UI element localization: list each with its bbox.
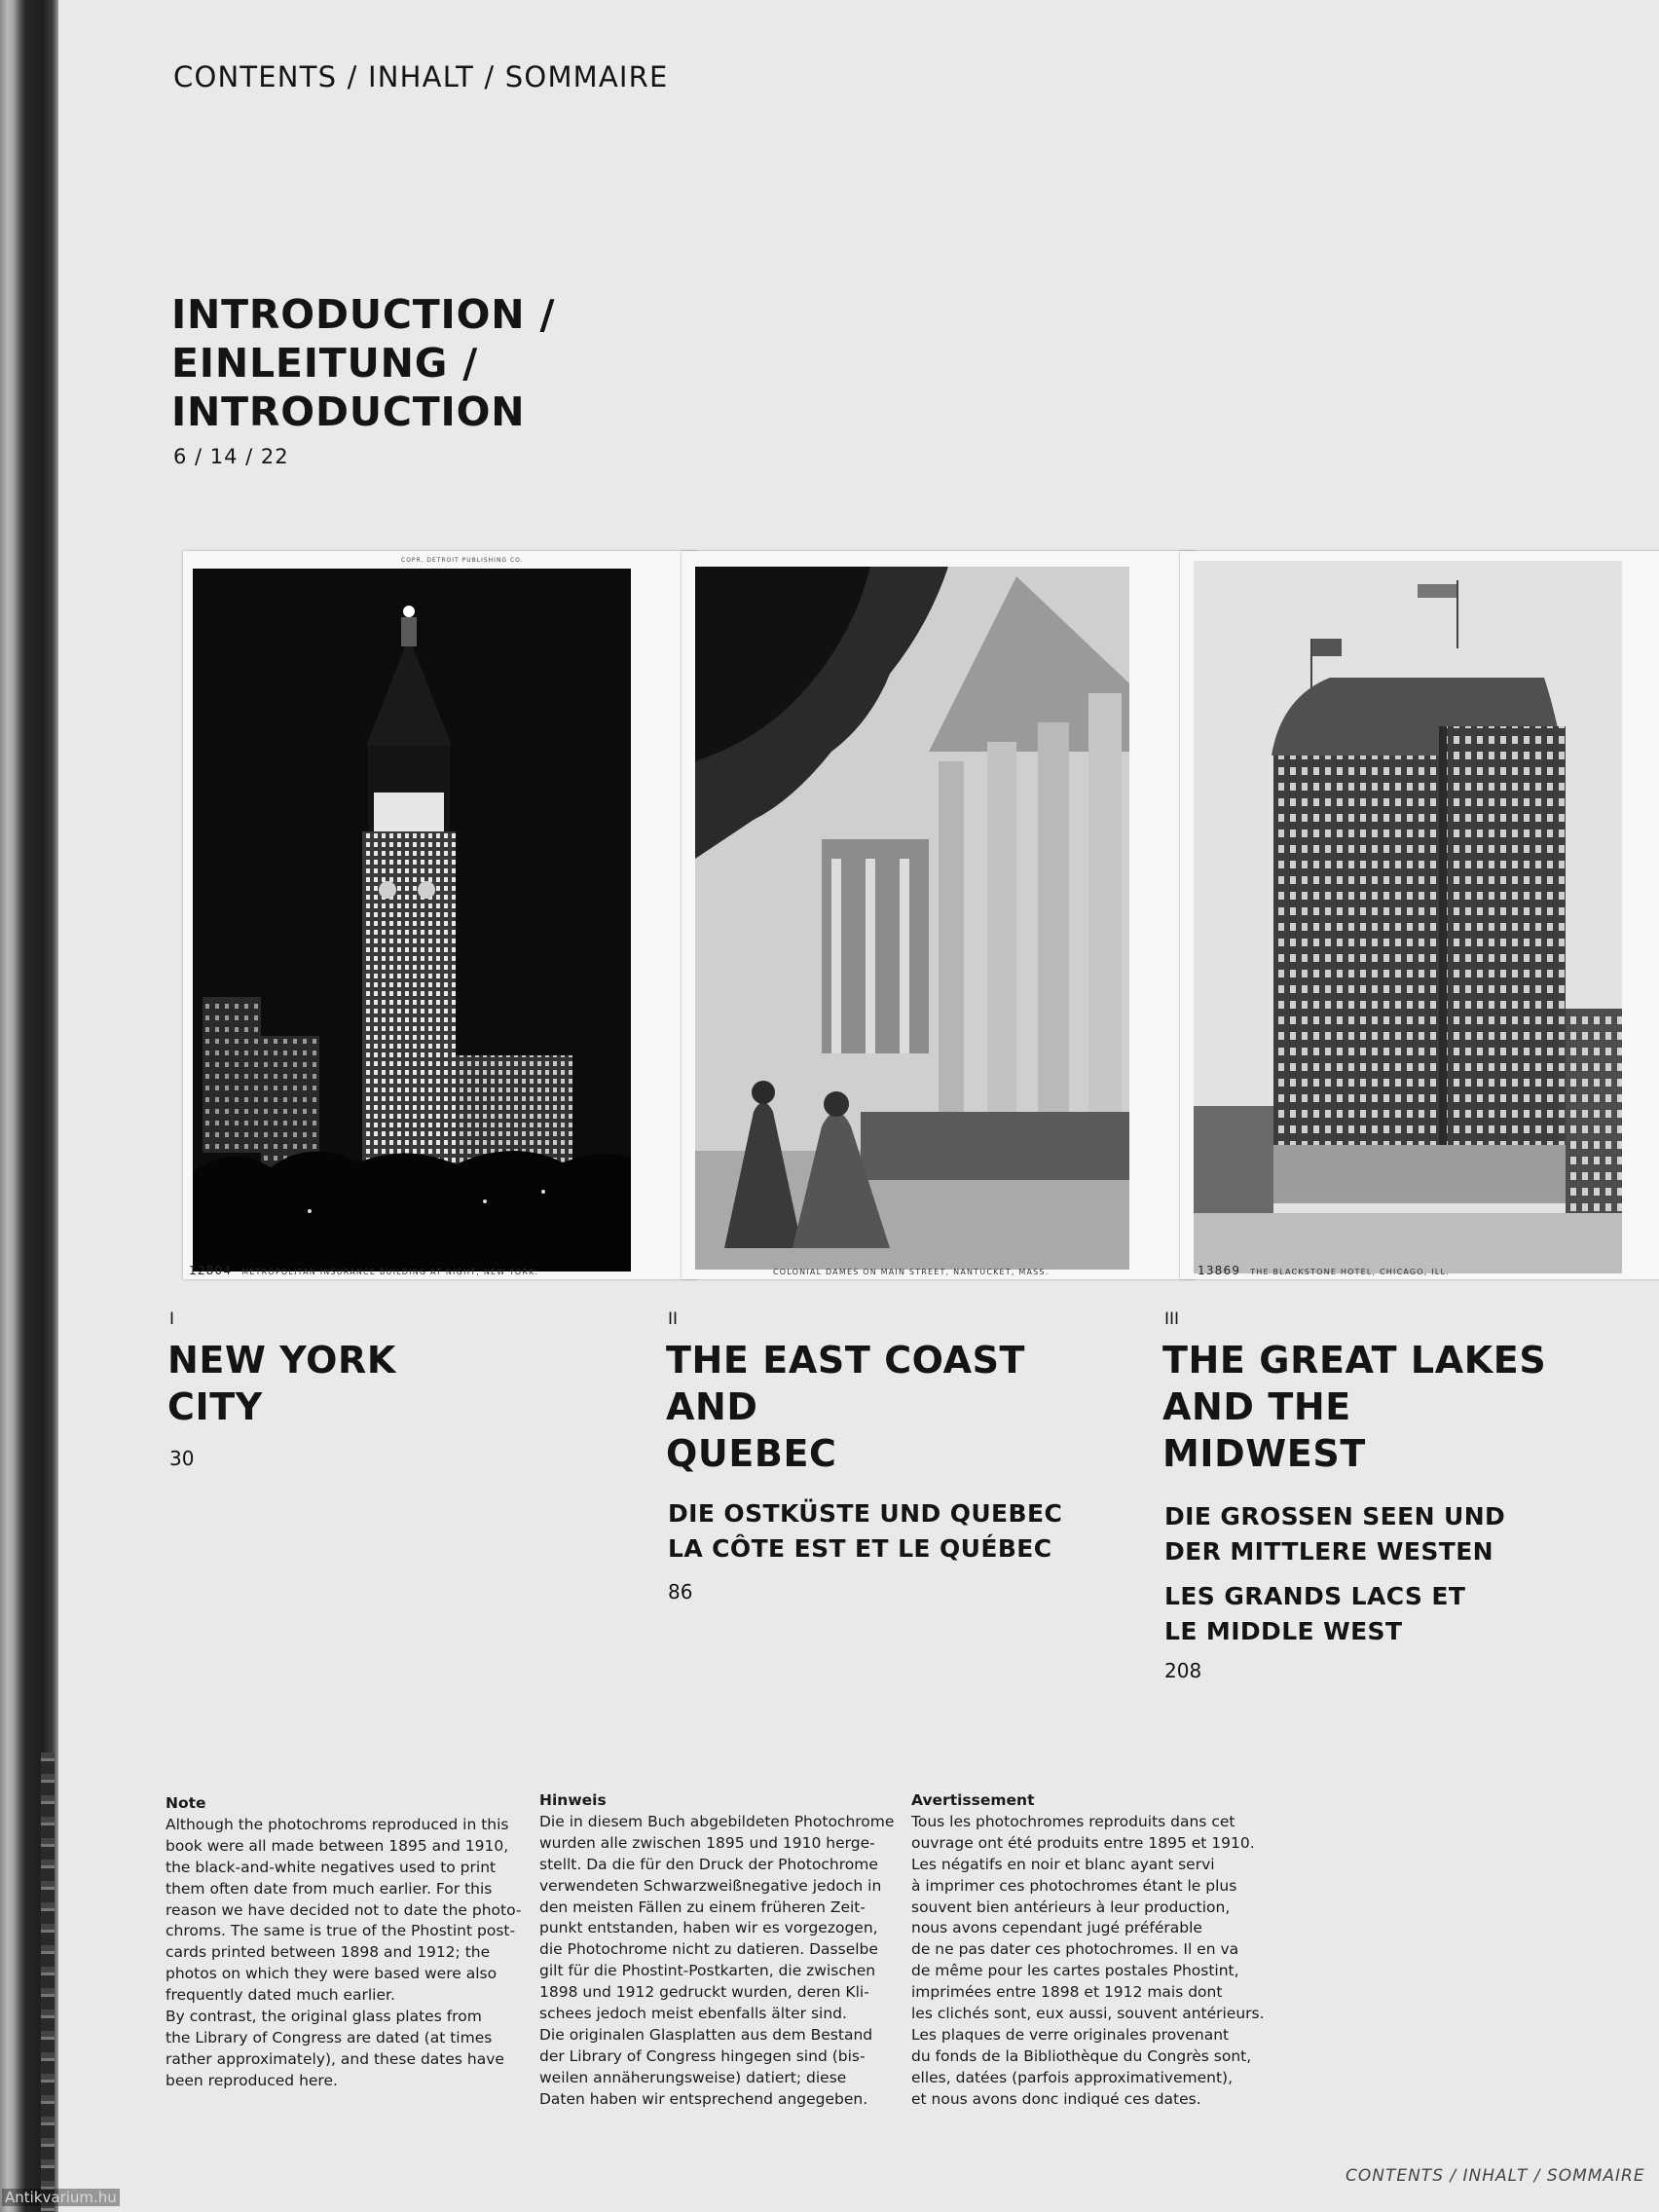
chapter-subtitle-line: DIE GROSSEN SEEN UND <box>1164 1502 1506 1530</box>
chapter-numeral: I <box>169 1309 175 1329</box>
note-line: der Library of Congress hingegen sind (bis- <box>539 2046 866 2065</box>
chapter-title-line: AND THE <box>1162 1385 1351 1428</box>
note-line: de même pour les cartes postales Phostint, <box>911 1962 1239 1980</box>
chapter-page-number: 208 <box>1164 1659 1202 1682</box>
postcard-photo-metropolitan-tower <box>193 569 631 1272</box>
note-line: the black-and-white negatives used to print <box>166 1858 497 1876</box>
note-heading: Hinweis <box>539 1791 607 1809</box>
note-line: Daten haben wir entsprechend angegeben. <box>539 2089 868 2108</box>
chapter-title-great-lakes <box>1162 1337 1546 1477</box>
chapter-page-number: 30 <box>169 1447 195 1470</box>
note-line: die Photochrome nicht zu datieren. Dasselbe <box>539 1940 878 1959</box>
note-line: souvent bien antérieurs à leur production, <box>911 1898 1231 1916</box>
chapter-title-east-coast <box>666 1337 1025 1477</box>
chapter-subtitle <box>1164 1579 1465 1649</box>
postcard-caption-text: METROPOLITAN INSURANCE BUILDING AT NIGHT, NEW YORK. <box>241 1268 539 1276</box>
note-line: Les négatifs en noir et blanc ayant servi <box>911 1855 1215 1873</box>
book-page <box>58 0 1659 2212</box>
introduction-title <box>171 290 555 436</box>
note-line: By contrast, the original glass plates from <box>166 2008 482 2026</box>
note-line: 1898 und 1912 gedruckt wurden, deren Kli- <box>539 1983 869 2002</box>
note-line: verwendeten Schwarzweißnegative jedoch in <box>539 1876 882 1895</box>
note-line: Die in diesem Buch abgebildeten Photochrome <box>539 1812 895 1830</box>
note-line: cards printed between 1898 and 1912; the <box>166 1943 491 1962</box>
postcard-great-lakes <box>1180 551 1659 1279</box>
postcard-caption <box>189 1264 538 1277</box>
night-skyline-illustration <box>193 569 631 1272</box>
note-line: reason we have decided not to date the photo- <box>166 1900 522 1919</box>
note-line: them often date from much earlier. For this <box>166 1879 493 1898</box>
note-line: elles, datées (parfois approximativement), <box>911 2068 1234 2086</box>
note-line: frequently dated much earlier. <box>166 1986 395 2005</box>
note-line: gilt für die Phostint-Postkarten, die zwischen <box>539 1962 876 1980</box>
hotel-building-illustration <box>1194 561 1622 1273</box>
chapter-title-line: CITY <box>167 1385 263 1428</box>
note-line: à imprimer ces photochromes étant le plus <box>911 1876 1237 1895</box>
note-line: den meisten Fällen zu einem früheren Zeit- <box>539 1898 866 1916</box>
chapter-subtitle-line: DER MITTLERE WESTEN <box>1164 1537 1493 1566</box>
chapter-subtitle-line: LES GRANDS LACS ET <box>1164 1582 1466 1610</box>
chapter-title-line: THE EAST COAST <box>666 1339 1026 1382</box>
note-line: schees jedoch meist ebenfalls älter sind. <box>539 2005 847 2023</box>
note-line: les clichés sont, eux aussi, souvent antérieurs. <box>911 2005 1265 2023</box>
note-line: the Library of Congress are dated (at times <box>166 2028 493 2046</box>
chapter-title-line: AND <box>666 1385 758 1428</box>
note-line: Les plaques de verre originales provenant <box>911 2025 1230 2044</box>
introduction-line: EINLEITUNG / <box>171 340 479 387</box>
note-line: ouvrage ont été produits entre 1895 et 1910. <box>911 1833 1255 1852</box>
chapter-title-line: NEW YORK <box>167 1339 396 1382</box>
chapter-numeral: II <box>668 1309 679 1329</box>
note-line: Although the photochroms reproduced in this <box>166 1815 509 1833</box>
page-footer: CONTENTS / INHALT / SOMMAIRE <box>1346 2166 1645 2186</box>
postcard-caption <box>1198 1264 1450 1277</box>
postcard-number: 12804 <box>189 1264 233 1277</box>
chapter-title-new-york <box>167 1337 396 1430</box>
chapter-title-line: THE GREAT LAKES <box>1162 1339 1547 1382</box>
postcard-copyright: COPR. DETROIT PUBLISHING CO. <box>401 557 524 564</box>
note-english <box>166 1793 521 2092</box>
note-line: book were all made between 1895 and 1910, <box>166 1836 509 1855</box>
note-line: de ne pas dater ces photochromes. Il en va <box>911 1940 1239 1959</box>
note-line: punkt entstanden, haben wir es vorgezogen, <box>539 1919 878 1937</box>
postcard-caption-text: THE BLACKSTONE HOTEL, CHICAGO, ILL. <box>1250 1268 1450 1276</box>
note-line: photos on which they were based were also <box>166 1965 498 1983</box>
chapter-title-line: MIDWEST <box>1162 1432 1366 1475</box>
chapter-subtitle-line: LA CÔTE EST ET LE QUÉBEC <box>668 1534 1052 1563</box>
note-line: weilen annäherungsweise) datiert; diese <box>539 2068 847 2086</box>
note-line: Die originalen Glasplatten aus dem Bestand <box>539 2025 873 2044</box>
note-line: et nous avons donc indiqué ces dates. <box>911 2089 1201 2108</box>
note-german <box>539 1790 894 2111</box>
note-line: been reproduced here. <box>166 2071 338 2089</box>
page-header: CONTENTS / INHALT / SOMMAIRE <box>173 60 669 93</box>
chapter-subtitle-line: LE MIDDLE WEST <box>1164 1617 1403 1645</box>
postcard-number: 13869 <box>1198 1264 1241 1277</box>
note-line: nous avons cependant jugé préférable <box>911 1919 1202 1937</box>
note-line: stellt. Da die für den Druck der Photochrome <box>539 1855 878 1873</box>
note-line: imprimées entre 1898 et 1912 mais dont <box>911 1983 1223 2002</box>
postcard-photo-nantucket <box>695 567 1129 1270</box>
note-line: wurden alle zwischen 1895 und 1910 herge- <box>539 1833 875 1852</box>
note-heading: Avertissement <box>911 1791 1035 1809</box>
chapter-numeral: III <box>1164 1309 1180 1329</box>
chapter-page-number: 86 <box>668 1580 693 1604</box>
introduction-pages: 6 / 14 / 22 <box>173 445 289 468</box>
introduction-line: INTRODUCTION <box>171 388 526 435</box>
note-heading: Note <box>166 1794 206 1812</box>
note-french <box>911 1790 1265 2111</box>
colonial-street-illustration <box>695 567 1129 1270</box>
site-watermark: Antikvarium.hu <box>2 2189 120 2206</box>
chapter-subtitle-line: DIE OSTKÜSTE UND QUEBEC <box>668 1499 1063 1528</box>
postcard-east-coast <box>682 551 1196 1279</box>
postcard-photo-blackstone-hotel <box>1194 561 1622 1273</box>
introduction-line: INTRODUCTION / <box>171 291 556 338</box>
note-line: rather approximately), and these dates have <box>166 2049 504 2068</box>
book-spine-strip <box>41 1752 55 2212</box>
postcard-caption-text: COLONIAL DAMES ON MAIN STREET, NANTUCKET, MASS. <box>773 1268 1050 1276</box>
note-line: chroms. The same is true of the Phostint post- <box>166 1922 516 1940</box>
note-line: du fonds de la Bibliothèque du Congrès sont, <box>911 2046 1252 2065</box>
chapter-title-line: QUEBEC <box>666 1432 837 1475</box>
postcard-caption <box>763 1264 1049 1277</box>
postcard-new-york <box>183 551 697 1279</box>
chapter-subtitle <box>668 1496 1062 1567</box>
note-line: Tous les photochromes reproduits dans cet <box>911 1812 1235 1830</box>
chapter-subtitle <box>1164 1499 1505 1569</box>
